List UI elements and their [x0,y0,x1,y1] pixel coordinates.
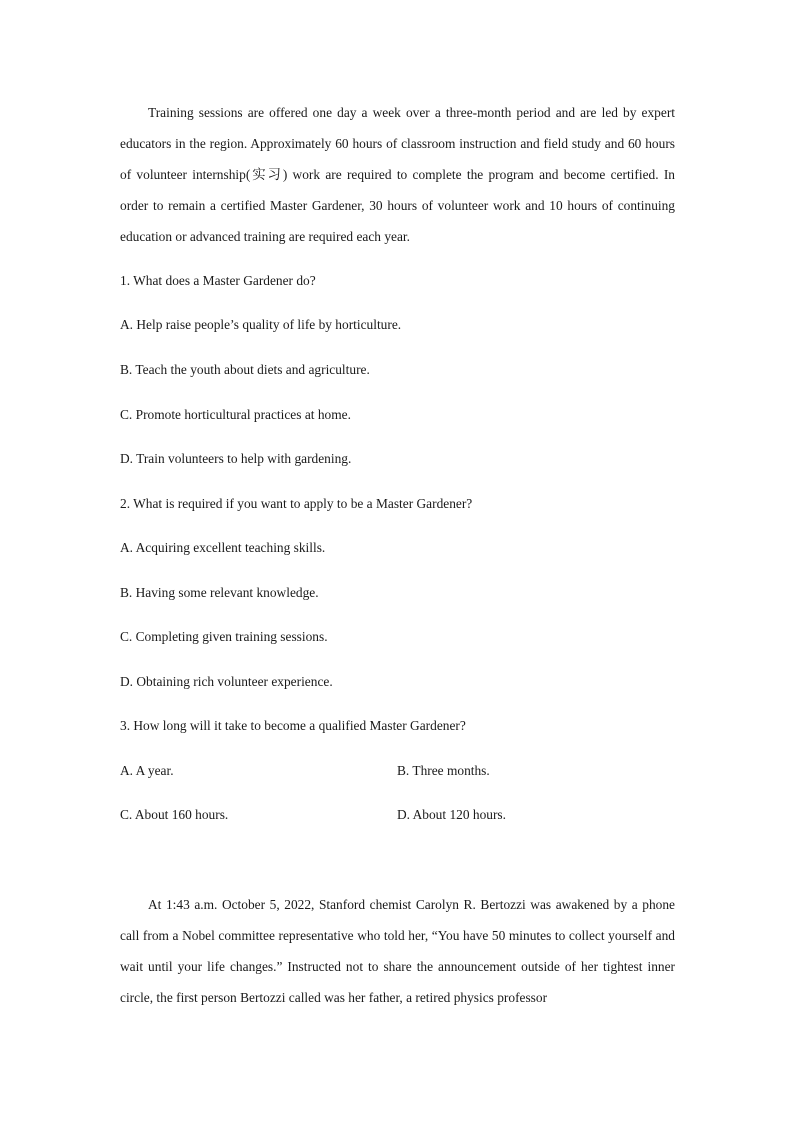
question-1-option-c: C. Promote horticultural practices at home. [120,407,351,422]
question-1-option-a: A. Help raise people’s quality of life by horticulture. [120,317,402,332]
document-page [120,0,675,1123]
question-2-option-a: A. Acquiring excellent teaching skills. [120,540,326,555]
question-1-option-b: B. Teach the youth about diets and agriculture. [120,362,370,377]
question-3-option-a: A. A year. [120,763,174,778]
question-2-option-d: D. Obtaining rich volunteer experience. [120,674,333,689]
question-3-option-b: B. Three months. [397,763,490,778]
question-3-option-d: D. About 120 hours. [397,807,506,822]
question-3-stem: 3. How long will it take to become a qualified Master Gardener? [120,718,466,733]
question-1-stem: 1. What does a Master Gardener do? [120,273,316,288]
question-1-option-d: D. Train volunteers to help with gardening. [120,451,352,466]
question-2-stem: 2. What is required if you want to apply to be a Master Gardener? [120,496,473,511]
question-3-option-c: C. About 160 hours. [120,807,229,822]
passage-1-paragraph: Training sessions are offered one day a week over a three-month period and are led by expert educators in the region. Approximately 60 hours of classroom instruction and field study and 60 hours of volunteer internship(实习) work are required to complete the program and become certified. In order to remain a certified Master Gardener, 30 hours of volunteer work and 10 hours of continuing education or advanced training are required each year. [120,105,675,244]
passage-2-paragraph: At 1:43 a.m. October 5, 2022, Stanford chemist Carolyn R. Bertozzi was awakened by a phone call from a Nobel committee representative who told her, “You have 50 minutes to collect yourself and wait until your life changes.” Instructed not to share the announcement outside of her tightest inner circle, the first person Bertozzi called was her father, a retired physics professor [120,897,675,1005]
question-2-option-c: C. Completing given training sessions. [120,629,328,644]
question-2-option-b: B. Having some relevant knowledge. [120,585,319,600]
